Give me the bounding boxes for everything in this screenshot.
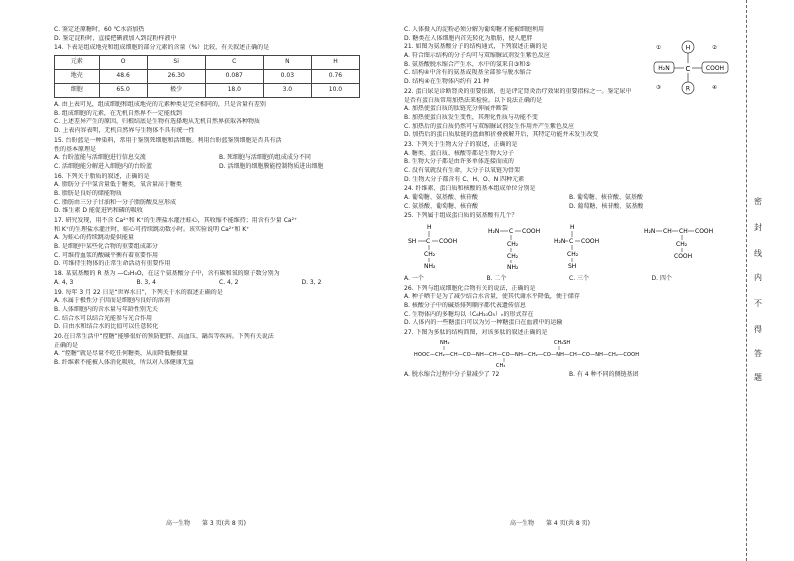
option-a: A. 符合图示结构的分子均可与双缩脲试剂发生紫色反应 bbox=[404, 52, 550, 60]
text-line: C. 鉴定还原糖时，60 ℃水浴加热 bbox=[54, 26, 145, 33]
table-cell: 细胞 bbox=[55, 84, 100, 98]
page-footer-left: 高一生物 第 3 页(共 8 页) bbox=[166, 520, 246, 527]
question-17-stem-cont: 和 K⁺的生理盐水灌注时，蛙心可持续跳动数小时。该实验说明 Ca²⁺和 K⁺ bbox=[54, 225, 250, 233]
text-line: C. 人体摄入的淀粉必须分解为葡萄糖才能被细胞利用 bbox=[404, 26, 545, 33]
svg-text:CH₂: CH₂ bbox=[676, 241, 688, 249]
option-a: A. 加热使蛋白质的肽链充分伸展并断裂 bbox=[404, 105, 508, 113]
formula-4 bbox=[644, 228, 713, 260]
option-c: C. 三个 bbox=[569, 274, 590, 282]
table-cell: 10.0 bbox=[311, 84, 359, 98]
diagram-mark: ④ bbox=[712, 85, 717, 92]
formula-label: COOH bbox=[695, 228, 714, 236]
question-19-stem: 19. 每年 3 月 22 日是“世界水日”，下列关于水的叙述正确的是 bbox=[54, 288, 223, 296]
option-c: C. 可维持血浆的酸碱平衡有着重要作用 bbox=[54, 251, 159, 259]
formula-label: SH bbox=[408, 238, 417, 246]
svg-text:CH: CH bbox=[663, 228, 672, 236]
option-a: A. 脱水缩合过程中分子量减少了 72 bbox=[404, 371, 500, 379]
svg-text:NH₂: NH₂ bbox=[507, 264, 519, 272]
table-cell: C bbox=[205, 56, 263, 70]
formula-label: SH bbox=[568, 263, 577, 271]
diagram-mark: ③ bbox=[656, 85, 661, 92]
peptide-label: NH₂ bbox=[440, 339, 450, 346]
formula-label: NH₂ bbox=[424, 263, 436, 271]
option-b: B. 是细胞中某些化合物的重要组成部分 bbox=[54, 243, 158, 251]
table-cell: 65.0 bbox=[99, 84, 147, 98]
svg-text:C: C bbox=[426, 238, 431, 246]
question-18-stem: 18. 某氨基酸的 R 基为 —C₂H₅O，在这个氨基酸分子中，含有碳和氧的原子数分别为 bbox=[54, 270, 280, 278]
question-24-stem: 24. 纤维素、蛋白质和核酸的基本组成单位分别是 bbox=[404, 185, 536, 193]
polypeptide-structure-diagram bbox=[404, 338, 724, 368]
diagram-label: C bbox=[685, 65, 691, 74]
diagram-label: H bbox=[685, 44, 691, 52]
svg-text:CH₂: CH₂ bbox=[507, 241, 519, 249]
option-b: B. 核酸分子中的碱基排列顺序都代表遗传信息 bbox=[404, 301, 526, 309]
question-25-stem: 25. 下列属于组成蛋白质的氨基酸有几个？ bbox=[404, 212, 518, 220]
margin-char: 得 bbox=[754, 325, 762, 334]
amino-acid-formulas bbox=[404, 221, 724, 271]
option-b: B. 组成细胞的元素，在无机自然界不一定能找到 bbox=[54, 109, 182, 117]
option-c: C. 生物体内的多糖均以（C₆H₁₀O₅）ₙ的形式存在 bbox=[404, 310, 534, 318]
margin-char: 题 bbox=[754, 373, 762, 382]
text-line: D. 鉴定淀粉时，直接把碘液加入到淀粉样液中 bbox=[54, 34, 177, 42]
option-a: A. “控糖”就是尽量不吃任何糖类，从而降低糖摄量 bbox=[54, 350, 189, 358]
diagram-label: H₂N bbox=[658, 65, 670, 73]
option-a: A. 水属于极性分子因而是细胞内良好的溶剂 bbox=[54, 297, 170, 305]
option-d: D. 生物大分子都含有 C、H、O、N 四种元素 bbox=[404, 175, 525, 183]
formula-label: C bbox=[569, 238, 574, 246]
option-c: C. 脂肪由三分子甘油和一分子脂肪酸反应形成 bbox=[54, 198, 177, 206]
formula-label: COOH bbox=[439, 238, 458, 246]
option-a: A. 台盼蓝能与活细胞进行信息交流 bbox=[54, 154, 146, 162]
table-cell: Si bbox=[147, 56, 205, 70]
option-d: D. 3, 2 bbox=[301, 278, 322, 286]
option-a: A. 4, 3 bbox=[54, 278, 74, 286]
formula-label: H bbox=[570, 224, 575, 232]
formula-2 bbox=[488, 228, 540, 271]
question-20-stem: 20.在日常生活中“控糖”能够很好的预防肥胖、高血压、龋齿等疾病。下列有关说法 bbox=[54, 332, 274, 340]
diagram-label: R bbox=[685, 85, 691, 93]
formula-label: COOH bbox=[674, 253, 693, 261]
option-b: B. 生物大分子都是由许多单体连接而成的 bbox=[404, 158, 514, 166]
table-cell: 极少 bbox=[147, 84, 205, 98]
option-b: B. 纤维素不能被人体消化吸收，所以对人体健康无益 bbox=[54, 359, 194, 366]
table-cell: 元素 bbox=[55, 56, 100, 70]
option-b: B. 二个 bbox=[486, 274, 507, 282]
table-cell: 48.6 bbox=[99, 70, 147, 84]
text-line: D. 糖类在人体细胞内首先转化为脂肪，使人肥胖 bbox=[404, 34, 533, 42]
options-row bbox=[404, 275, 734, 284]
option-d: D. 加热后的蛋白质肽链的盘曲和折叠被解开后，其特定功能并未发生改变 bbox=[404, 131, 599, 139]
question-16-stem: 16. 下列关于脂质的叙述，正确的是 bbox=[54, 172, 150, 180]
option-d: D. 活细胞的细胞膜能控制物质进出细胞 bbox=[219, 162, 324, 170]
question-26-stem: 26. 下列与组成细胞化合物有关的说法，正确的是 bbox=[404, 284, 536, 292]
option-c: C. 氨基酸、葡萄糖、核苷酸 bbox=[404, 202, 479, 210]
table-row bbox=[55, 84, 360, 98]
table-cell: 0.76 bbox=[311, 70, 359, 84]
margin-char: 答 bbox=[754, 349, 762, 358]
table-cell: N bbox=[263, 56, 311, 70]
margin-char: 线 bbox=[754, 249, 762, 258]
margin-char: 不 bbox=[754, 299, 762, 308]
option-c: C. 加热后的蛋白质仍然可与双缩脲试剂发生作用并产生紫色反应 bbox=[404, 122, 575, 130]
diagram-label: COOH bbox=[705, 65, 725, 73]
option-b: B. 有 4 种不同的侧链基团 bbox=[569, 371, 639, 379]
formula-label: H bbox=[427, 224, 432, 232]
options-row bbox=[404, 203, 734, 212]
option-a: A. 脂肪分子中氢含量低于糖类，氧含量高于糖类 bbox=[54, 181, 182, 189]
options-row bbox=[54, 154, 384, 163]
option-d: D. 上表内容表明，无机自然界与生物体不具有统一性 bbox=[54, 127, 195, 135]
option-d: D. 人体内的一些糖蛋白可以为另一种糖蛋白在血液中的运输 bbox=[404, 319, 563, 327]
options-row bbox=[404, 194, 734, 203]
question-21-stem: 21. 如图为氨基酸分子的结构通式，下列叙述正确的是 bbox=[404, 43, 548, 51]
table-cell: 18.0 bbox=[205, 84, 263, 98]
option-b: B. 人体细胞内的含水量与年龄性别无关 bbox=[54, 305, 158, 313]
options-row bbox=[54, 163, 384, 172]
option-b: B. 脂肪是良好的储能物质 bbox=[54, 189, 122, 197]
formula-3 bbox=[554, 224, 599, 270]
options-row bbox=[404, 371, 734, 380]
diagram-mark: ① bbox=[656, 45, 661, 52]
option-d: D. 四个 bbox=[651, 274, 672, 282]
table-cell: 3.0 bbox=[263, 84, 311, 98]
formula-label: CH₂ bbox=[424, 251, 436, 259]
svg-text:CH₂: CH₂ bbox=[567, 251, 579, 259]
option-b: B. 死细胞与活细胞的组成成分不同 bbox=[219, 154, 311, 162]
option-a: A. 糖类、蛋白质、核酸等都是生物大分子 bbox=[404, 149, 514, 157]
option-c: C. 活细胞能分解进入细胞内的台盼蓝 bbox=[54, 162, 153, 170]
option-a: A. 种子晒干是为了减少结合水含量，使其代谢水平降低，便于储存 bbox=[404, 293, 580, 301]
left-column bbox=[54, 26, 384, 368]
table-cell: O bbox=[99, 56, 147, 70]
margin-char: 内 bbox=[754, 273, 762, 282]
option-a: A. 由上表可见，组成细胞和组成地壳的元素种类是完全相同的，只是含量有差别 bbox=[54, 101, 266, 109]
question-15-stem: 15. 台盼蓝是一种染料，常用于鉴别死细胞和活细胞。利用台盼蓝鉴别细胞是否具有活 bbox=[54, 136, 282, 144]
svg-text:C: C bbox=[509, 228, 514, 236]
option-b: B. 3, 4 bbox=[136, 278, 156, 286]
question-20-stem-cont: 正确的是 bbox=[54, 341, 79, 349]
option-a: A. 为蛙心的持续跳动提供能量 bbox=[54, 234, 134, 242]
table-row bbox=[55, 70, 360, 84]
formula-label: H₂N bbox=[488, 228, 500, 236]
svg-text:CH₂: CH₂ bbox=[507, 253, 519, 261]
peptide-label: CH₂SH bbox=[554, 339, 571, 346]
page-footer-right: 高一生物 第 4 页(共 8 页) bbox=[510, 520, 590, 527]
seal-line bbox=[746, 0, 748, 561]
diagram-mark: ② bbox=[712, 45, 717, 52]
formula-label: H₂N bbox=[554, 238, 566, 246]
table-row bbox=[55, 56, 360, 70]
formula-label: H₂N bbox=[644, 228, 656, 236]
margin-char: 密 bbox=[754, 197, 762, 206]
table-cell: 地壳 bbox=[55, 70, 100, 84]
option-a: A. 葡萄糖、氨基酸、核苷酸 bbox=[404, 194, 478, 202]
element-content-table bbox=[54, 55, 360, 98]
option-b: B. 加热使蛋白质发生变性，其理化性质与功能不变 bbox=[404, 113, 538, 121]
table-cell: 26.30 bbox=[147, 70, 205, 84]
option-c: C. 没有氧就没有生命，大分子以氧链为骨架 bbox=[404, 167, 521, 174]
question-15-stem-cont: 性的基本原理是 bbox=[54, 145, 97, 153]
options-row bbox=[54, 279, 384, 288]
formula-label: COOH bbox=[581, 238, 600, 246]
formula-1 bbox=[408, 224, 457, 270]
question-22-stem-cont: 是否有蛋白质常用加热法来检验。以下说法正确的是 bbox=[404, 96, 543, 104]
table-cell: 0.03 bbox=[263, 70, 311, 84]
svg-text:CH: CH bbox=[679, 228, 688, 236]
option-c: C. 上述差异产生的原因，归根结底是生物有选择地从无机自然界获取各种物质 bbox=[54, 118, 261, 126]
right-column bbox=[404, 26, 734, 380]
option-d: D. 自由水和结合水的比值可以任意转化 bbox=[54, 323, 159, 331]
question-14-stem: 14. 下表是组成地壳和组成细胞的部分元素的含量（%）比较，有关叙述正确的是 bbox=[54, 44, 270, 52]
question-27-stem: 27. 下图为多肽的结构简图，对该多肽的叙述正确的是 bbox=[404, 328, 548, 336]
option-b: B. 氨基酸脱水缩合产生水，水中的氢来自③和⑤ bbox=[404, 60, 531, 68]
formula-label: COOH bbox=[522, 228, 541, 236]
question-22-stem: 22. 蛋白尿是诊断肾炎的重要依据，也是评定肾炎治疗效果的重要指标之一。鉴定尿中 bbox=[404, 87, 632, 95]
amino-acid-structure-diagram bbox=[652, 37, 734, 101]
question-17-stem: 17. 研究发现，用不含 Ca²⁺和 K⁺的生理盐水灌注蛙心，其收缩不能维持；用含有少量 Ca²⁺ bbox=[54, 217, 298, 224]
option-a: A. 一个 bbox=[404, 274, 424, 282]
margin-char: 封 bbox=[754, 223, 762, 232]
table-cell: H bbox=[311, 56, 359, 70]
table-cell: 0.087 bbox=[205, 70, 263, 84]
svg-text:HOOC—CH₂—CH—CO—NH—CH—CO—NH—CH₂: HOOC—CH₂—CH—CO—NH—CH—CO—NH—CH₂—CO—NH—CH—CO—NH—CH₂—COOH bbox=[414, 351, 640, 358]
option-c: C. 结构④中含有的氨基或羧基全部参与脱水缩合 bbox=[404, 69, 532, 77]
option-d: D. 结构④在生物体内约有 21 种 bbox=[404, 78, 490, 86]
peptide-label: CH₃ bbox=[496, 362, 506, 368]
option-b: B. 葡萄糖、核苷酸、氨基酸 bbox=[569, 194, 643, 202]
question-23-stem: 23. 下列关于生物大分子的叙述，正确的是 bbox=[404, 140, 518, 148]
option-d: D. 葡萄糖、核苷酸、氨基酸 bbox=[569, 202, 644, 210]
option-d: D. 可维持生物体的正常生命活动有重要作用 bbox=[54, 260, 171, 268]
option-c: C. 结合水可以结合光能参与光合作用 bbox=[54, 314, 153, 322]
option-c: C. 4, 2 bbox=[219, 278, 239, 286]
option-d: D. 维生素 D 能促进钙和磷的吸收 bbox=[54, 207, 143, 215]
